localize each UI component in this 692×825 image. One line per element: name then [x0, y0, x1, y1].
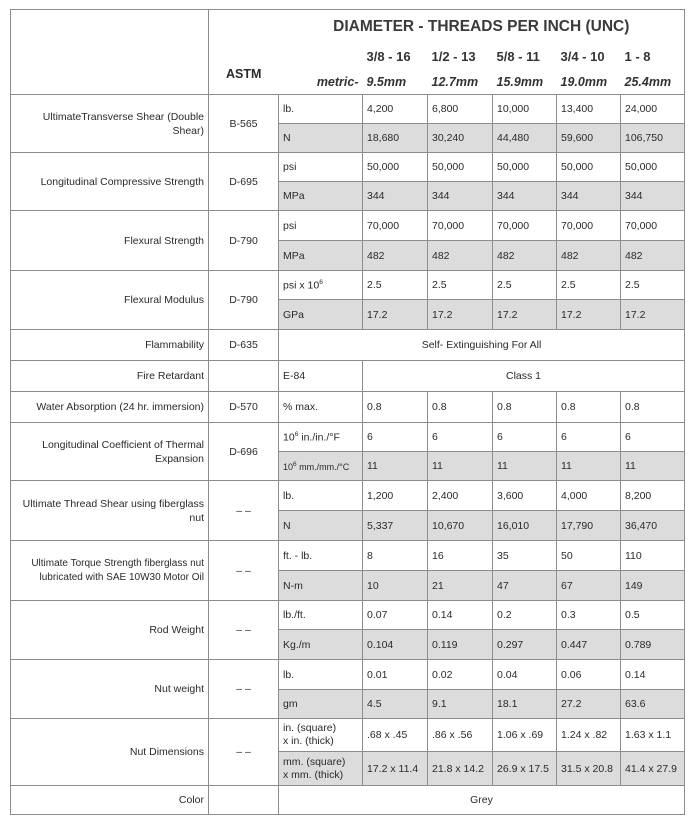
- value-cell: 18.1: [493, 690, 557, 719]
- unit-label: psi x $10^6$: [279, 271, 363, 300]
- value-cell: 36,470: [621, 511, 685, 541]
- value-cell: .68 x .45: [363, 719, 428, 752]
- value-cell: 17.2 x 11.4: [363, 752, 428, 786]
- value-cell: 11: [493, 452, 557, 481]
- value-cell: 10: [363, 571, 428, 601]
- value-cell: 1.63 x 1.1: [621, 719, 685, 752]
- value-cell: 0.06: [557, 660, 621, 690]
- table-row: [11, 361, 685, 392]
- unit-label: mm. (square) x mm. (thick): [279, 752, 363, 786]
- value-cell: 18,680: [363, 124, 428, 153]
- value-cell: 0.789: [621, 630, 685, 660]
- value-cell: 2.5: [428, 271, 493, 300]
- unit-label: $10^6$ mm./mm./°C: [279, 452, 363, 481]
- size-header: 1 - 8: [621, 44, 685, 70]
- property-label: UltimateTransverse Shear (Double Shear): [11, 95, 209, 153]
- size-header: 3/8 - 16: [366, 49, 411, 64]
- value-cell: 0.01: [363, 660, 428, 690]
- value-cell: 482: [363, 241, 428, 271]
- property-label: Ultimate Thread Shear using fiberglass nut: [11, 481, 209, 541]
- unit-label: gm: [279, 690, 363, 719]
- value-cell: 482: [493, 241, 557, 271]
- value-cell: 1.06 x .69: [493, 719, 557, 752]
- value-cell: 344: [557, 182, 621, 211]
- property-label: Fire Retardant: [11, 361, 209, 392]
- value-cell: 10,670: [428, 511, 493, 541]
- value-cell: 16: [428, 541, 493, 571]
- value-cell: 4,200: [363, 95, 428, 124]
- value-cell: 0.02: [428, 660, 493, 690]
- value-cell: 0.8: [493, 392, 557, 423]
- value-cell: 70,000: [621, 211, 685, 241]
- unit-label: $10^6$ in./in./°F: [279, 423, 363, 452]
- metric-size-header: 25.4mm: [621, 70, 685, 95]
- value-cell: 50,000: [363, 153, 428, 182]
- astm-code: [209, 361, 279, 392]
- unit-label: lb./ft.: [279, 601, 363, 630]
- value-cell: 6,800: [428, 95, 493, 124]
- property-label: Water Absorption (24 hr. immersion): [11, 392, 209, 423]
- property-label: Flexural Strength: [11, 211, 209, 271]
- value-cell: 70,000: [363, 211, 428, 241]
- value-cell: 70,000: [557, 211, 621, 241]
- value-cell: 0.8: [557, 392, 621, 423]
- value-cell: 31.5 x 20.8: [557, 752, 621, 786]
- unit-label: in. (square) x in. (thick): [279, 719, 363, 752]
- value-cell: 2.5: [557, 271, 621, 300]
- value-cell: 59,600: [557, 124, 621, 153]
- value-cell: 17.2: [428, 300, 493, 330]
- value-cell: 63.6: [621, 690, 685, 719]
- value-cell: 0.3: [557, 601, 621, 630]
- property-label: Nut weight: [11, 660, 209, 719]
- metric-size-header: 9.5mm: [363, 70, 428, 95]
- astm-code: D-696: [209, 423, 279, 481]
- size-header: 1/2 - 13: [431, 49, 476, 64]
- metric-label: metric-: [279, 70, 363, 95]
- value-cell: 21: [428, 571, 493, 601]
- value-cell: 8: [363, 541, 428, 571]
- unit-label: N: [279, 124, 363, 153]
- unit-label: ft. - lb.: [279, 541, 363, 571]
- value-cell: 11: [557, 452, 621, 481]
- value-cell: 0.8: [621, 392, 685, 423]
- value-cell: 16,010: [493, 511, 557, 541]
- value-cell: 11: [621, 452, 685, 481]
- value-cell: 41.4 x 27.9: [621, 752, 685, 786]
- value-cell: 0.119: [428, 630, 493, 660]
- value-cell: 10,000: [493, 95, 557, 124]
- unit-label: N-m: [279, 571, 363, 601]
- property-label: Longitudinal Compressive Strength: [11, 153, 209, 211]
- value-cell: 2,400: [428, 481, 493, 511]
- value-cell: 482: [557, 241, 621, 271]
- value-cell: 35: [493, 541, 557, 571]
- property-label: Nut Dimensions: [11, 719, 209, 786]
- value-cell: 149: [621, 571, 685, 601]
- astm-code: D-635: [209, 330, 279, 361]
- table-row: [11, 392, 685, 423]
- unit-label: psi: [279, 153, 363, 182]
- metric-size-header: 12.7mm: [428, 70, 493, 95]
- value-cell: 0.104: [363, 630, 428, 660]
- value-cell: 1,200: [363, 481, 428, 511]
- table-row: [11, 601, 685, 630]
- value-cell: 21.8 x 14.2: [428, 752, 493, 786]
- specification-table: [10, 9, 685, 815]
- value-cell: 6: [621, 423, 685, 452]
- property-label: Rod Weight: [11, 601, 209, 660]
- value-cell: 70,000: [493, 211, 557, 241]
- astm-code: D-790: [209, 271, 279, 330]
- value-cell: 70,000: [428, 211, 493, 241]
- value-cell: 344: [363, 182, 428, 211]
- value-cell: 482: [428, 241, 493, 271]
- unit-label: psi: [279, 211, 363, 241]
- value-cell: 50: [557, 541, 621, 571]
- header-blank-cell: [11, 10, 209, 95]
- value-cell: 17.2: [557, 300, 621, 330]
- value-cell: 6: [363, 423, 428, 452]
- astm-code: D-695: [209, 153, 279, 211]
- value-cell: 6: [428, 423, 493, 452]
- property-label: Color: [11, 786, 209, 815]
- value-cell: 11: [428, 452, 493, 481]
- value-cell: 6: [557, 423, 621, 452]
- table-row: [11, 719, 685, 752]
- unit-label: Kg./m: [279, 630, 363, 660]
- unit-label: lb.: [279, 660, 363, 690]
- value-cell: 0.297: [493, 630, 557, 660]
- value-cell: 0.07: [363, 601, 428, 630]
- metric-size-header: 19.0mm: [557, 70, 621, 95]
- astm-code: [209, 786, 279, 815]
- table-row: [11, 786, 685, 815]
- value-cell: 9.1: [428, 690, 493, 719]
- metric-size-header: 15.9mm: [493, 70, 557, 95]
- unit-label: MPa: [279, 182, 363, 211]
- value-cell: 344: [493, 182, 557, 211]
- unit-label: GPa: [279, 300, 363, 330]
- table-row: [11, 330, 685, 361]
- value-cell: 8,200: [621, 481, 685, 511]
- property-label: Longitudinal Coefficient of Thermal Expansion: [11, 423, 209, 481]
- astm-code: – –: [209, 719, 279, 786]
- astm-column-header: ASTM: [209, 44, 279, 95]
- value-cell: 17.2: [363, 300, 428, 330]
- property-label: Flexural Modulus: [11, 271, 209, 330]
- value-cell: 110: [621, 541, 685, 571]
- value-cell: 0.14: [621, 660, 685, 690]
- value-cell: 17,790: [557, 511, 621, 541]
- table-row: [11, 481, 685, 511]
- size-header: 5/8 - 11: [496, 49, 540, 64]
- value-cell: 4.5: [363, 690, 428, 719]
- value-cell: 11: [363, 452, 428, 481]
- unit-label: lb.: [279, 481, 363, 511]
- astm-code: – –: [209, 601, 279, 660]
- value-cell: 17.2: [493, 300, 557, 330]
- value-cell: 24,000: [621, 95, 685, 124]
- value-cell: 0.8: [428, 392, 493, 423]
- value-cell: 50,000: [621, 153, 685, 182]
- table-row: [11, 660, 685, 690]
- value-cell: 0.14: [428, 601, 493, 630]
- astm-code: B-565: [209, 95, 279, 153]
- unit-label: % max.: [279, 392, 363, 423]
- unit-label: lb.: [279, 95, 363, 124]
- value-cell: 30,240: [428, 124, 493, 153]
- unit-label: N: [279, 511, 363, 541]
- table-row: [11, 271, 685, 300]
- table-row: [11, 211, 685, 241]
- property-label: Ultimate Torque Strength fiberglass nut lubricated with SAE 10W30 Motor Oil: [11, 541, 209, 601]
- table-row: [11, 95, 685, 124]
- value-cell: 17.2: [621, 300, 685, 330]
- value-cell: 106,750: [621, 124, 685, 153]
- value-cell: 2.5: [621, 271, 685, 300]
- value-cell: 50,000: [428, 153, 493, 182]
- property-label: Flammability: [11, 330, 209, 361]
- value-cell: 0.04: [493, 660, 557, 690]
- value-cell: 0.2: [493, 601, 557, 630]
- value-cell: 26.9 x 17.5: [493, 752, 557, 786]
- span-value-cell: Class 1: [363, 361, 685, 392]
- value-cell: 44,480: [493, 124, 557, 153]
- value-cell: 13,400: [557, 95, 621, 124]
- value-cell: 344: [621, 182, 685, 211]
- value-cell: 1.24 x .82: [557, 719, 621, 752]
- value-cell: 67: [557, 571, 621, 601]
- value-cell: 4,000: [557, 481, 621, 511]
- value-cell: 2.5: [493, 271, 557, 300]
- astm-code: – –: [209, 481, 279, 541]
- astm-code: D-570: [209, 392, 279, 423]
- unit-label: MPa: [279, 241, 363, 271]
- astm-code: D-790: [209, 211, 279, 271]
- value-cell: 0.8: [363, 392, 428, 423]
- table-row: [11, 153, 685, 182]
- value-cell: 482: [621, 241, 685, 271]
- table-row: [11, 423, 685, 452]
- table-row: [11, 541, 685, 571]
- diameter-header-title: DIAMETER - THREADS PER INCH (UNC): [279, 10, 685, 44]
- astm-code: – –: [209, 541, 279, 601]
- value-cell: 3,600: [493, 481, 557, 511]
- span-value-cell: Grey: [279, 786, 685, 815]
- value-cell: 0.5: [621, 601, 685, 630]
- value-cell: 344: [428, 182, 493, 211]
- value-cell: 5,337: [363, 511, 428, 541]
- value-cell: .86 x .56: [428, 719, 493, 752]
- value-cell: 47: [493, 571, 557, 601]
- unit-label: E-84: [279, 361, 363, 392]
- header-title-row: [11, 10, 685, 44]
- size-header: 3/4 - 10: [560, 49, 605, 64]
- value-cell: 27.2: [557, 690, 621, 719]
- value-cell: 2.5: [363, 271, 428, 300]
- value-cell: 6: [493, 423, 557, 452]
- span-value-cell: Self- Extinguishing For All: [279, 330, 685, 361]
- astm-code: – –: [209, 660, 279, 719]
- value-cell: 50,000: [557, 153, 621, 182]
- value-cell: 0.447: [557, 630, 621, 660]
- value-cell: 50,000: [493, 153, 557, 182]
